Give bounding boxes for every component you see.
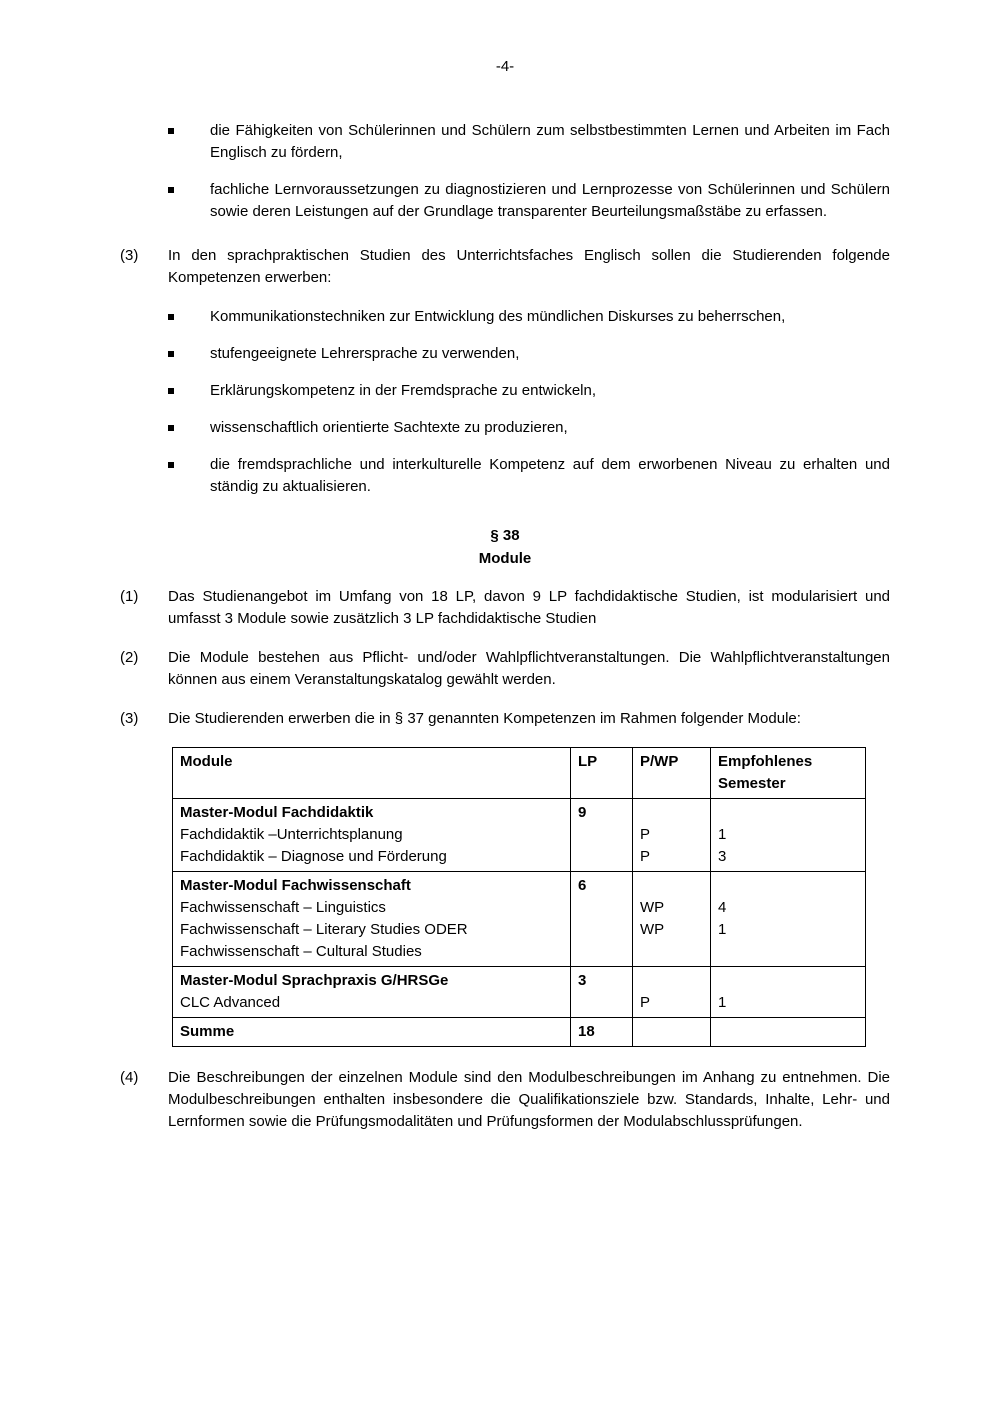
module-title: Master-Modul Sprachpraxis G/HRSGe — [180, 972, 449, 989]
paragraph-number: (2) — [120, 649, 139, 666]
numbered-paragraph — [120, 1067, 890, 1133]
summary-pwp-cell — [633, 1018, 711, 1047]
summary-total: 18 — [571, 1018, 633, 1047]
bullet-item — [168, 380, 890, 402]
semester-cell — [711, 799, 866, 872]
pwp-value: P — [640, 826, 651, 843]
bullet-icon — [168, 417, 210, 439]
bullet-icon — [168, 454, 210, 498]
bullet-icon — [168, 179, 210, 223]
pwp-value: P — [640, 994, 651, 1011]
lp-value: 6 — [578, 877, 587, 894]
bullet-item — [168, 120, 890, 164]
summary-semester-cell — [711, 1018, 866, 1047]
table-header-module: Module — [173, 748, 571, 799]
module-line: Fachdidaktik – Diagnose und Förderung — [180, 848, 447, 865]
table-header-lp: LP — [571, 748, 633, 799]
numbered-paragraph — [120, 708, 890, 730]
pwp-cell — [633, 967, 711, 1018]
paragraph-text: Die Module bestehen aus Pflicht- und/oder Wahlpflichtveranstaltungen. Die Wahlpflichtveranstaltungen können aus einem Veranstaltungskatalog gewählt werden. — [168, 649, 890, 688]
paragraph-text: Die Beschreibungen der einzelnen Module sind den Modulbeschreibungen im Anhang zu entnehmen. Die Modulbeschreibungen enthalten insbesondere die Qualifikationsziele bzw. Standards, Inhalte, Lehr- und Lernformen sowie die Prüfungsmodalitäten und Prüfungsformen der Modulabschlussprüfungen. — [168, 1069, 890, 1130]
bullet-item — [168, 343, 890, 365]
lp-value: 9 — [578, 804, 587, 821]
summary-row — [173, 1018, 866, 1047]
top-bullet-list — [120, 120, 890, 223]
module-title: Master-Modul Fachdidaktik — [180, 804, 374, 821]
paragraph-text: In den sprachpraktischen Studien des Unterrichtsfaches Englisch sollen die Studierenden folgende Kompetenzen erwerben: — [168, 247, 890, 286]
pwp-cell — [633, 872, 711, 967]
bullet-text: wissenschaftlich orientierte Sachtexte zu produzieren, — [210, 419, 568, 436]
semester-value: 1 — [718, 921, 727, 938]
pwp-value: WP — [640, 921, 665, 938]
numbered-paragraph — [120, 647, 890, 691]
numbered-paragraph — [120, 245, 890, 289]
lp-value: 3 — [578, 972, 587, 989]
module-cell — [173, 872, 571, 967]
semester-cell — [711, 872, 866, 967]
paragraph-text: Die Studierenden erwerben die in § 37 genannten Kompetenzen im Rahmen folgender Module: — [168, 710, 801, 727]
page-number: -4- — [495, 58, 515, 75]
paragraph-text: Das Studienangebot im Umfang von 18 LP, davon 9 LP fachdidaktische Studien, ist modularisiert und umfasst 3 Module sowie zusätzlich 3 LP fachdidaktische Studien — [168, 588, 890, 627]
bullet-icon — [168, 306, 210, 328]
table-header-row — [173, 748, 866, 799]
section-title: Module — [478, 550, 532, 567]
table-row — [173, 799, 866, 872]
module-cell — [173, 799, 571, 872]
pwp-value: P — [640, 848, 651, 865]
bullet-item — [168, 417, 890, 439]
module-line: Fachwissenschaft – Cultural Studies — [180, 943, 422, 960]
semester-value: 4 — [718, 899, 727, 916]
semester-value: 1 — [718, 994, 727, 1011]
paragraph-number: (3) — [120, 710, 139, 727]
semester-value: 3 — [718, 848, 727, 865]
numbered-paragraph — [120, 586, 890, 630]
paragraph-number: (3) — [120, 247, 139, 264]
module-line: CLC Advanced — [180, 994, 281, 1011]
pwp-cell — [633, 799, 711, 872]
bullet-item — [168, 179, 890, 223]
table-header-semester: Empfohlenes Semester — [711, 748, 866, 799]
bullet-text: Erklärungskompetenz in der Fremdsprache zu entwickeln, — [210, 382, 597, 399]
pwp-value: WP — [640, 899, 665, 916]
modules-table — [172, 747, 866, 1047]
lp-cell — [571, 799, 633, 872]
lp-cell — [571, 872, 633, 967]
table-row — [173, 872, 866, 967]
competency-bullet-list — [120, 306, 890, 498]
paragraph-number: (4) — [120, 1069, 139, 1086]
paragraph-number: (1) — [120, 588, 139, 605]
bullet-text: die Fähigkeiten von Schülerinnen und Schülern zum selbstbestimmten Lernen und Arbeiten im Fach Englisch zu fördern, — [210, 122, 890, 161]
summary-label: Summe — [173, 1018, 571, 1047]
bullet-text: die fremdsprachliche und interkulturelle Kompetenz auf dem erworbenen Niveau zu erhalten und ständig zu aktualisieren. — [210, 456, 890, 495]
table-row — [173, 967, 866, 1018]
section-number: § 38 — [490, 527, 520, 544]
bullet-icon — [168, 343, 210, 365]
bullet-icon — [168, 380, 210, 402]
bullet-text: stufengeeignete Lehrersprache zu verwenden, — [210, 345, 520, 362]
module-cell — [173, 967, 571, 1018]
semester-value: 1 — [718, 826, 727, 843]
bullet-text: Kommunikationstechniken zur Entwicklung des mündlichen Diskurses zu beherrschen, — [210, 308, 786, 325]
module-line: Fachwissenschaft – Linguistics — [180, 899, 386, 916]
table-header-pwp: P/WP — [633, 748, 711, 799]
semester-cell — [711, 967, 866, 1018]
module-title: Master-Modul Fachwissenschaft — [180, 877, 411, 894]
bullet-text: fachliche Lernvoraussetzungen zu diagnostizieren und Lernprozesse von Schülerinnen und Schülern sowie deren Leistungen auf der Grundlage transparenter Beurteilungsmaßstäbe zu erfassen. — [210, 181, 890, 220]
module-line: Fachdidaktik –Unterrichtsplanung — [180, 826, 403, 843]
bullet-item — [168, 454, 890, 498]
bullet-item — [168, 306, 890, 328]
module-line: Fachwissenschaft – Literary Studies ODER — [180, 921, 468, 938]
lp-cell — [571, 967, 633, 1018]
bullet-icon — [168, 120, 210, 164]
section-heading — [120, 524, 890, 570]
